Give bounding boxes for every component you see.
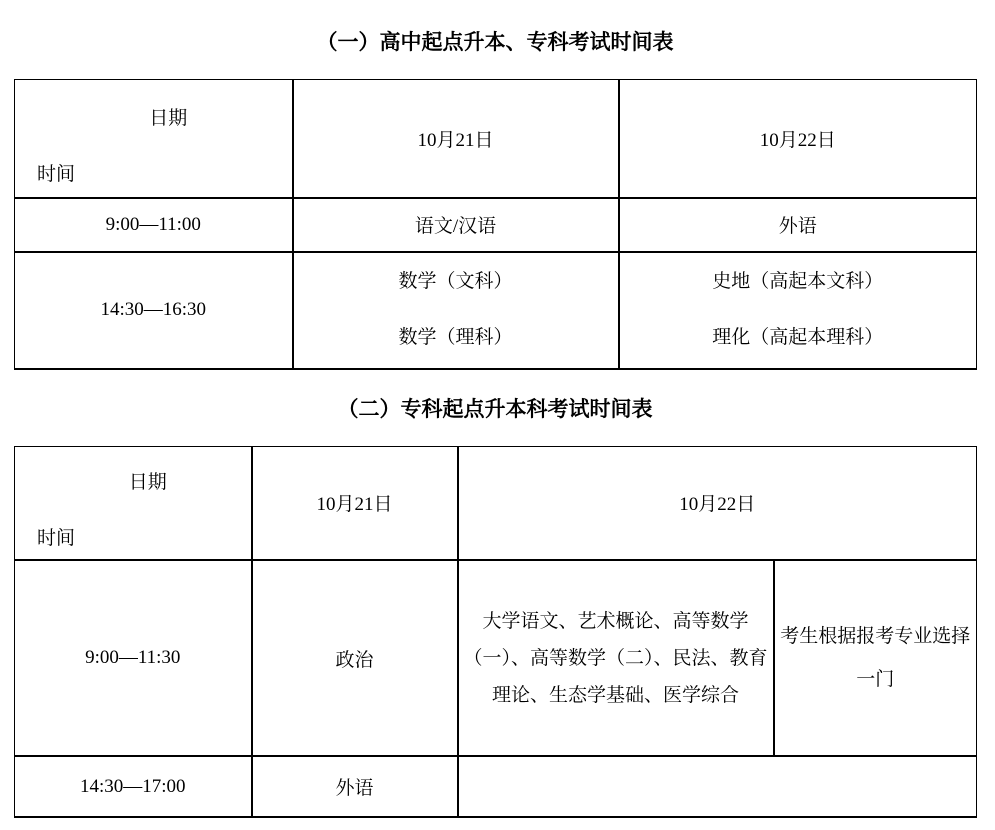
corner-time-label: 时间 [37,163,76,185]
subject-cell: 外语 [619,198,977,252]
subjects-list-cell: 大学语文、艺术概论、高等数学（一）、高等数学（二）、民法、教育理论、生态学基础、医学综合 [458,560,774,756]
time-slot-cell: 14:30—17:00 [15,756,252,817]
exam-schedule-table-2 [14,446,977,819]
table-row [15,198,977,252]
corner-datetime-cell [15,446,252,560]
table-2-header-row [15,446,977,560]
table-1-header-row [15,80,977,198]
subject-cell: 外语 [252,756,458,817]
subject-cell [619,252,977,369]
section-1-title: （一）高中起点升本、专科考试时间表 [316,31,674,54]
corner-date-label: 日期 [149,107,188,129]
subject-line: 理化（高起本理科） [712,327,884,348]
subject-cell: 政治 [252,560,458,756]
table-row [15,560,977,756]
subject-line: 数学（文科） [398,271,513,292]
subject-line: 数学（理科） [398,327,513,348]
date-header-oct21: 10月21日 [252,446,458,560]
section-2-title: （二）专科起点升本科考试时间表 [337,397,653,421]
time-slot-cell: 9:00—11:30 [15,560,252,756]
time-slot-cell: 14:30—16:30 [15,252,293,369]
exam-schedule-table-1 [14,79,977,370]
time-slot-cell: 9:00—11:00 [15,198,293,252]
subject-cell [293,252,619,369]
date-header-oct21: 10月21日 [293,80,619,198]
choice-note-cell: 考生根据报考专业选择一门 [774,560,977,756]
table-row [15,252,977,369]
corner-date-label: 日期 [128,472,167,494]
date-header-oct22: 10月22日 [619,80,977,198]
empty-subject-cell [458,756,977,817]
table-row [15,756,977,817]
corner-time-label: 时间 [37,528,76,550]
date-header-oct22: 10月22日 [458,446,977,560]
subject-cell: 语文/汉语 [293,198,619,252]
subject-line: 史地（高起本文科） [712,271,884,292]
corner-datetime-cell [15,80,293,198]
